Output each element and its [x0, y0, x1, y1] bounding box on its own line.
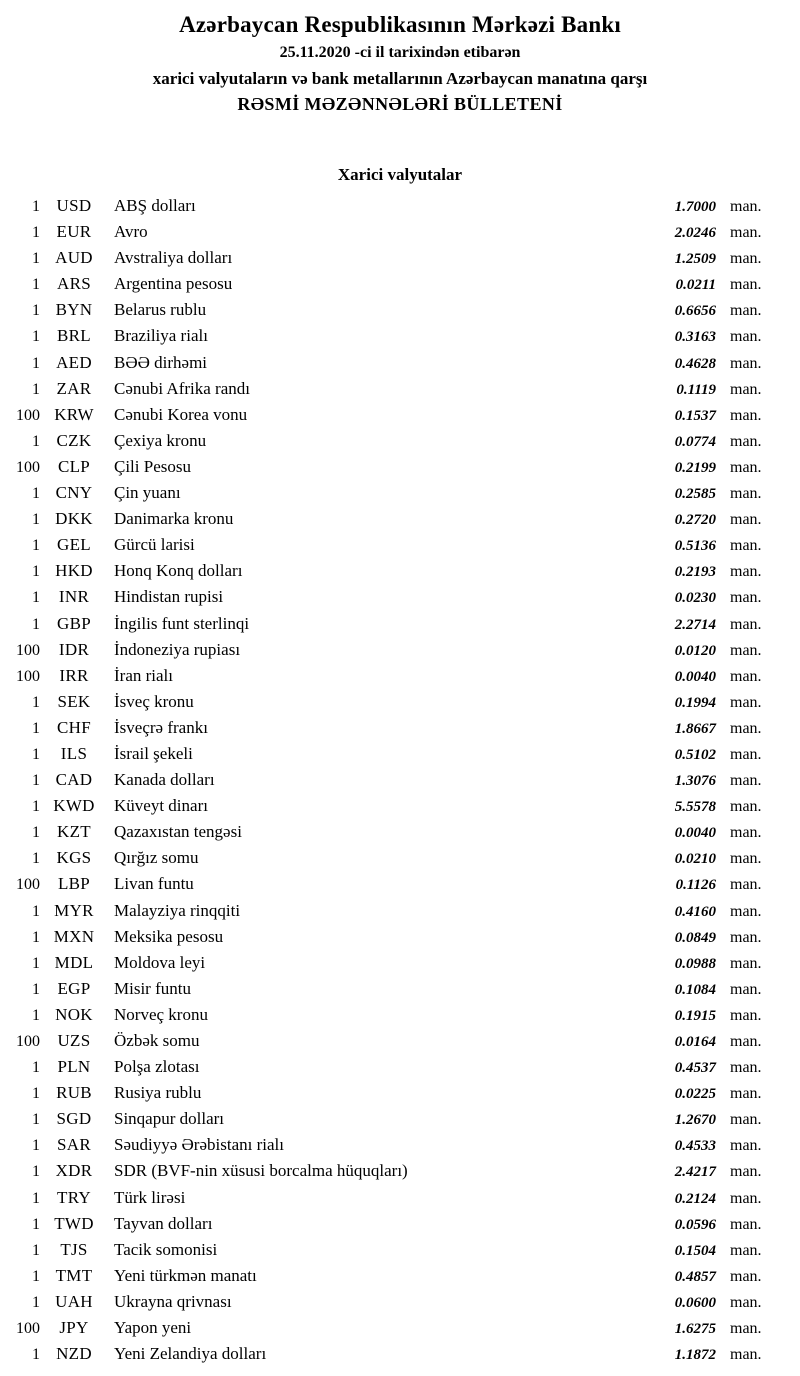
currency-code: SAR — [57, 1135, 91, 1155]
currency-name: Türk lirəsi — [114, 1187, 186, 1207]
currency-quantity: 1 — [32, 1215, 40, 1233]
currency-quantity: 1 — [32, 928, 40, 946]
rate-row — [0, 663, 800, 689]
currency-quantity: 100 — [16, 876, 40, 894]
currency-rate: 1.6275 — [674, 1321, 716, 1338]
currency-rate: 1.8667 — [674, 720, 716, 737]
currency-quantity: 1 — [32, 1293, 40, 1311]
rate-row — [0, 898, 800, 924]
currency-quantity: 100 — [16, 641, 40, 659]
rate-row — [0, 271, 800, 297]
currency-rate: 0.0988 — [674, 955, 716, 972]
currency-name: İran rialı — [114, 665, 173, 685]
currency-name: Küveyt dinarı — [114, 796, 208, 816]
currency-code: IRR — [59, 665, 89, 685]
currency-rate: 0.1915 — [674, 1007, 716, 1024]
currency-name: SDR (BVF-nin xüsusi borcalma hüquqları) — [114, 1161, 408, 1181]
currency-quantity: 1 — [32, 485, 40, 503]
currency-rate: 0.1537 — [674, 407, 716, 424]
currency-name: Avstraliya dolları — [114, 248, 233, 268]
currency-unit: man. — [730, 1346, 762, 1364]
rate-row — [0, 924, 800, 950]
currency-name: Livan funtu — [114, 874, 194, 894]
currency-unit: man. — [730, 302, 762, 320]
currency-rate: 0.0210 — [674, 851, 716, 868]
currency-code: NOK — [55, 1004, 93, 1024]
currency-unit: man. — [730, 928, 762, 946]
currency-code: CHF — [57, 717, 91, 737]
rate-row — [0, 819, 800, 845]
currency-quantity: 1 — [32, 745, 40, 763]
currency-unit: man. — [730, 511, 762, 529]
bulletin-header — [0, 12, 800, 115]
currency-unit: man. — [730, 1111, 762, 1129]
currency-rate: 0.1994 — [674, 694, 716, 711]
currency-code: CAD — [55, 770, 93, 790]
rate-row — [0, 1080, 800, 1106]
currency-code: PLN — [57, 1057, 91, 1077]
currency-name: İngilis funt sterlinqi — [114, 613, 250, 633]
currency-unit: man. — [730, 693, 762, 711]
currency-quantity: 1 — [32, 302, 40, 320]
rate-row — [0, 193, 800, 219]
currency-quantity: 1 — [32, 1059, 40, 1077]
currency-code: TRY — [57, 1187, 91, 1207]
currency-code: KWD — [53, 796, 95, 816]
rate-row — [0, 1028, 800, 1054]
currency-code: HKD — [55, 561, 93, 581]
currency-rate: 0.1119 — [676, 381, 716, 398]
currency-name: Norveç kronu — [114, 1004, 208, 1024]
currency-rate: 2.0246 — [674, 225, 716, 242]
currency-code: UZS — [57, 1031, 91, 1050]
rate-row — [0, 584, 800, 610]
rate-row — [0, 1106, 800, 1132]
currency-quantity: 1 — [32, 615, 40, 633]
currency-rate: 0.2199 — [674, 459, 716, 476]
currency-rate: 1.7000 — [674, 199, 716, 215]
currency-code: LBP — [57, 874, 91, 894]
currency-name: Yeni türkmən manatı — [114, 1265, 257, 1285]
currency-unit: man. — [730, 850, 762, 868]
currency-code: EGP — [57, 978, 91, 998]
currency-name: Meksika pesosu — [114, 926, 224, 946]
currency-rate: 5.5578 — [674, 799, 716, 816]
currency-quantity: 1 — [32, 1241, 40, 1259]
rate-row — [0, 1263, 800, 1289]
currency-code: CZK — [56, 430, 92, 450]
currency-rate: 1.2670 — [674, 1112, 716, 1129]
rate-row — [0, 1158, 800, 1184]
currency-rate: 0.6656 — [674, 303, 716, 320]
currency-name: Qırğız somu — [114, 848, 199, 868]
currency-code: INR — [58, 587, 90, 607]
currency-name: İsrail şekeli — [114, 743, 193, 763]
currency-unit: man. — [730, 589, 762, 607]
rate-row — [0, 245, 800, 271]
currency-unit: man. — [730, 563, 762, 581]
currency-name: Malayziya rinqqiti — [114, 900, 241, 920]
rate-row — [0, 1002, 800, 1028]
currency-quantity: 1 — [32, 850, 40, 868]
currency-quantity: 1 — [32, 980, 40, 998]
currency-quantity: 1 — [32, 1346, 40, 1364]
currency-rate: 0.1084 — [674, 981, 716, 998]
currency-code: AED — [56, 352, 92, 372]
currency-unit: man. — [730, 1189, 762, 1207]
currency-name: Sinqapur dolları — [114, 1109, 225, 1129]
currency-unit: man. — [730, 1085, 762, 1103]
currency-code: KZT — [57, 822, 91, 842]
currency-code: MXN — [53, 926, 95, 946]
rate-row — [0, 845, 800, 871]
rate-row — [0, 402, 800, 428]
rate-row — [0, 297, 800, 323]
currency-name: Çin yuanı — [114, 483, 181, 503]
rate-row — [0, 558, 800, 584]
rates-table — [0, 193, 800, 1367]
rate-row — [0, 480, 800, 506]
currency-name: Tacik somonisi — [114, 1239, 218, 1259]
currency-code: CNY — [55, 483, 93, 503]
currency-rate: 0.2193 — [674, 564, 716, 581]
currency-unit: man. — [730, 1059, 762, 1077]
currency-name: Belarus rublu — [114, 300, 207, 320]
rate-row — [0, 323, 800, 349]
rate-row — [0, 767, 800, 793]
currency-code: ILS — [60, 743, 88, 763]
currency-unit: man. — [730, 1033, 762, 1050]
currency-unit: man. — [730, 980, 762, 998]
currency-rate: 0.3163 — [674, 329, 716, 346]
currency-unit: man. — [730, 224, 762, 242]
currency-code: MYR — [54, 900, 94, 920]
currency-name: Özbək somu — [114, 1031, 200, 1050]
currency-code: RUB — [56, 1083, 92, 1103]
currency-code: KRW — [54, 404, 94, 424]
currency-name: Yeni Zelandiya dolları — [114, 1344, 267, 1364]
currency-rate: 0.4160 — [674, 903, 716, 920]
currency-name: Səudiyyə Ərəbistanı rialı — [114, 1135, 284, 1155]
currency-name: Rusiya rublu — [114, 1083, 202, 1103]
currency-code: UAH — [55, 1291, 93, 1311]
currency-quantity: 1 — [32, 1137, 40, 1155]
currency-code: TWD — [54, 1213, 94, 1233]
rate-row — [0, 689, 800, 715]
rate-row — [0, 1289, 800, 1315]
currency-quantity: 100 — [16, 1033, 40, 1050]
currency-code: MDL — [54, 952, 94, 972]
currency-code: EUR — [56, 222, 92, 242]
currency-name: BƏƏ dirhəmi — [114, 352, 208, 372]
currency-name: İsveçrə frankı — [114, 717, 208, 737]
currency-name: Çexiya kronu — [114, 430, 207, 450]
rate-row — [0, 532, 800, 558]
bulletin-title: RƏSMİ MƏZƏNNƏLƏRİ BÜLLETENİ — [237, 94, 563, 114]
currency-code: JPY — [59, 1318, 89, 1338]
currency-quantity: 1 — [32, 380, 40, 398]
currency-rate: 0.4628 — [674, 355, 716, 372]
currency-unit: man. — [730, 328, 762, 346]
currency-name: Argentina pesosu — [114, 274, 233, 294]
currency-rate: 0.0040 — [674, 668, 716, 685]
currency-name: Cənubi Korea vonu — [114, 404, 248, 424]
currency-quantity: 1 — [32, 798, 40, 816]
rate-row — [0, 1132, 800, 1158]
currency-quantity: 1 — [32, 1267, 40, 1285]
currency-quantity: 1 — [32, 772, 40, 790]
currency-rate: 0.0600 — [674, 1294, 716, 1311]
currency-name: Tayvan dolları — [114, 1213, 213, 1233]
page-title: Azərbaycan Respublikasının Mərkəzi Bankı — [179, 12, 621, 37]
currency-rate: 0.4857 — [674, 1268, 716, 1285]
currency-quantity: 100 — [16, 458, 40, 476]
currency-unit: man. — [730, 772, 762, 790]
currency-rate: 0.0849 — [674, 929, 716, 946]
currency-rate: 1.3076 — [674, 773, 716, 790]
currency-rate: 0.2585 — [674, 486, 716, 503]
currency-rate: 0.0040 — [674, 825, 716, 842]
currency-unit: man. — [730, 1006, 762, 1024]
currency-rate: 0.2720 — [674, 512, 716, 529]
currency-name: Honq Konq dolları — [114, 561, 243, 581]
currency-rate: 0.4533 — [674, 1138, 716, 1155]
currency-rate: 2.2714 — [674, 616, 716, 633]
currency-quantity: 1 — [32, 954, 40, 972]
currency-quantity: 1 — [32, 719, 40, 737]
currency-quantity: 1 — [32, 198, 40, 215]
currency-rate: 0.0164 — [674, 1034, 716, 1050]
currency-quantity: 1 — [32, 224, 40, 242]
effective-date-line: 25.11.2020 -ci il tarixindən etibarən — [279, 44, 521, 61]
currency-quantity: 1 — [32, 276, 40, 294]
currency-rate: 1.1872 — [674, 1347, 716, 1364]
currency-unit: man. — [730, 824, 762, 842]
currency-quantity: 1 — [32, 1006, 40, 1024]
currency-rate: 0.0211 — [675, 277, 716, 294]
rate-row — [0, 506, 800, 532]
currency-code: DKK — [55, 509, 93, 529]
currency-quantity: 100 — [16, 667, 40, 685]
currency-unit: man. — [730, 380, 762, 398]
currency-quantity: 1 — [32, 250, 40, 268]
currency-name: Misir funtu — [114, 978, 191, 998]
rate-row — [0, 976, 800, 1002]
currency-name: Yapon yeni — [114, 1318, 192, 1338]
currency-code: AUD — [55, 248, 93, 268]
currency-unit: man. — [730, 276, 762, 294]
rate-row — [0, 1237, 800, 1263]
rate-row — [0, 611, 800, 637]
currency-code: USD — [56, 196, 92, 215]
rate-row — [0, 428, 800, 454]
currency-unit: man. — [730, 406, 762, 424]
currency-code: GBP — [57, 613, 91, 633]
currency-name: Hindistan rupisi — [114, 587, 224, 607]
currency-code: SGD — [56, 1109, 92, 1129]
currency-quantity: 1 — [32, 537, 40, 555]
currency-name: Ukrayna qrivnası — [114, 1291, 232, 1311]
rate-row — [0, 715, 800, 741]
currency-rate: 0.2124 — [674, 1190, 716, 1207]
bulletin-subtitle: xarici valyutaların və bank metallarının Azərbaycan manatına qarşı — [152, 69, 648, 88]
currency-name: Danimarka kronu — [114, 509, 234, 529]
rate-row — [0, 454, 800, 480]
currency-rate: 2.4217 — [674, 1164, 716, 1181]
currency-unit: man. — [730, 1137, 762, 1155]
currency-name: ABŞ dolları — [114, 196, 196, 215]
currency-unit: man. — [730, 432, 762, 450]
currency-code: SEK — [57, 691, 91, 711]
currency-unit: man. — [730, 485, 762, 503]
currency-code: ARS — [57, 274, 91, 294]
currency-code: BRL — [57, 326, 91, 346]
currency-unit: man. — [730, 250, 762, 268]
currency-quantity: 1 — [32, 693, 40, 711]
currency-unit: man. — [730, 902, 762, 920]
currency-unit: man. — [730, 615, 762, 633]
currency-code: CLP — [57, 456, 91, 476]
currency-quantity: 1 — [32, 328, 40, 346]
currency-quantity: 1 — [32, 1085, 40, 1103]
currency-rate: 0.4537 — [674, 1060, 716, 1077]
currency-unit: man. — [730, 719, 762, 737]
currency-unit: man. — [730, 458, 762, 476]
currency-unit: man. — [730, 667, 762, 685]
currency-quantity: 1 — [32, 563, 40, 581]
section-title-foreign-currencies: Xarici valyutalar — [337, 165, 463, 184]
currency-rate: 1.2509 — [674, 251, 716, 268]
currency-name: İndoneziya rupiası — [114, 639, 241, 659]
currency-code: KGS — [56, 848, 92, 868]
currency-code: NZD — [56, 1344, 92, 1364]
currency-name: İsveç kronu — [114, 691, 194, 711]
currency-name: Avro — [114, 222, 148, 242]
currency-rate: 0.1126 — [675, 877, 716, 894]
currency-rate: 0.0774 — [674, 433, 716, 450]
currency-quantity: 1 — [32, 1189, 40, 1207]
currency-quantity: 1 — [32, 902, 40, 920]
rate-row — [0, 1315, 800, 1341]
rate-row — [0, 1341, 800, 1367]
currency-rate: 0.0596 — [674, 1216, 716, 1233]
rate-row — [0, 793, 800, 819]
rate-row — [0, 741, 800, 767]
currency-name: Kanada dolları — [114, 770, 215, 790]
rate-row — [0, 950, 800, 976]
currency-unit: man. — [730, 537, 762, 555]
currency-unit: man. — [730, 1267, 762, 1285]
currency-name: Cənubi Afrika randı — [114, 378, 250, 398]
currency-code: XDR — [55, 1161, 93, 1181]
currency-name: Polşa zlotası — [114, 1057, 200, 1077]
currency-rate: 0.5102 — [674, 746, 716, 763]
rate-row — [0, 637, 800, 663]
currency-quantity: 1 — [32, 511, 40, 529]
currency-code: ZAR — [56, 378, 92, 398]
currency-code: IDR — [58, 639, 90, 659]
currency-rate: 0.0120 — [674, 642, 716, 659]
currency-unit: man. — [730, 745, 762, 763]
rate-row — [0, 1054, 800, 1080]
rate-row — [0, 376, 800, 402]
currency-name: Moldova leyi — [114, 952, 206, 972]
currency-quantity: 1 — [32, 354, 40, 372]
currency-unit: man. — [730, 1163, 762, 1181]
currency-name: Qazaxıstan tengəsi — [114, 822, 242, 842]
currency-unit: man. — [730, 1293, 762, 1311]
currency-quantity: 1 — [32, 432, 40, 450]
currency-name: Braziliya rialı — [114, 326, 208, 346]
currency-name: Gürcü larisi — [114, 535, 195, 555]
currency-unit: man. — [730, 198, 762, 215]
currency-unit: man. — [730, 1320, 762, 1338]
rate-row — [0, 350, 800, 376]
rate-row — [0, 219, 800, 245]
rate-row — [0, 871, 800, 897]
currency-code: GEL — [57, 535, 91, 555]
currency-unit: man. — [730, 354, 762, 372]
currency-quantity: 1 — [32, 589, 40, 607]
currency-unit: man. — [730, 954, 762, 972]
currency-unit: man. — [730, 641, 762, 659]
rate-row — [0, 1185, 800, 1211]
currency-quantity: 100 — [16, 1320, 40, 1338]
currency-code: BYN — [55, 300, 93, 320]
currency-code: TMT — [55, 1265, 93, 1285]
currency-rate: 0.0230 — [674, 590, 716, 607]
currency-quantity: 100 — [16, 406, 40, 424]
currency-unit: man. — [730, 798, 762, 816]
currency-rate: 0.5136 — [674, 538, 716, 555]
currency-name: Çili Pesosu — [114, 456, 191, 476]
currency-quantity: 1 — [32, 1163, 40, 1181]
currency-rate: 0.1504 — [674, 1242, 716, 1259]
rate-row — [0, 1211, 800, 1237]
currency-code: TJS — [60, 1239, 88, 1259]
currency-quantity: 1 — [32, 1111, 40, 1129]
currency-unit: man. — [730, 1241, 762, 1259]
currency-unit: man. — [730, 1215, 762, 1233]
currency-rate: 0.0225 — [674, 1086, 716, 1103]
currency-unit: man. — [730, 876, 762, 894]
currency-quantity: 1 — [32, 824, 40, 842]
